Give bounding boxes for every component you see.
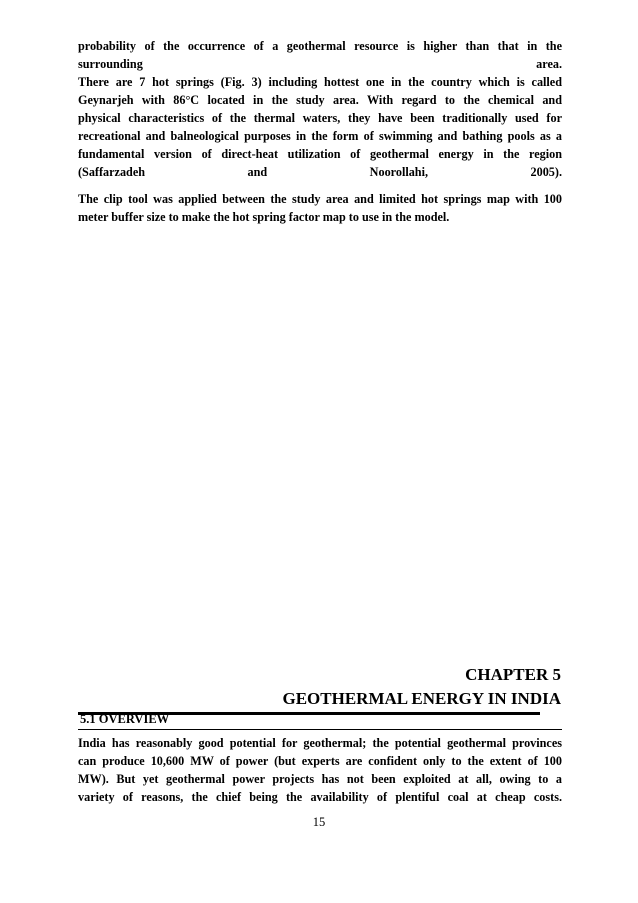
text-line: can produce 10,600 MW of power (but experts are confident only to the extent of 100	[78, 754, 562, 768]
section-underline	[78, 729, 562, 730]
text-line: India has reasonably good potential for geothermal; the potential geothermal provinces	[78, 736, 562, 750]
chapter-number: CHAPTER 5	[465, 665, 561, 684]
text-line: (Saffarzadeh and Noorollahi, 2005).	[78, 165, 562, 179]
text-line: physical characteristics of the thermal waters, they have been traditionally used for	[78, 111, 562, 125]
chapter-title: GEOTHERMAL ENERGY IN INDIA	[282, 689, 561, 708]
text-line: recreational and balneological purposes in the form of swimming and bathing pools as a	[78, 129, 562, 143]
text-line: Geynarjeh with 86°C located in the study area. With regard to the chemical and	[78, 93, 562, 107]
text-line: surrounding area.	[78, 57, 562, 71]
text-line: meter buffer size to make the hot spring factor map to use in the model.	[78, 210, 450, 224]
paragraph-resource-probability	[78, 37, 562, 73]
text-line: fundamental version of direct-heat utilization of geothermal energy in the region	[78, 147, 562, 161]
paragraph-overview	[78, 734, 562, 806]
text-line: The clip tool was applied between the study area and limited hot springs map with 100	[78, 192, 562, 206]
page-number: 15	[312, 815, 326, 829]
section-heading: 5.1 OVERVIEW	[80, 712, 170, 726]
text-line: MW). But yet geothermal power projects has not been exploited at all, owing to a	[78, 772, 562, 786]
text-line: variety of reasons, the chief being the availability of plentiful coal at cheap costs.	[78, 790, 562, 804]
paragraph-clip-tool	[78, 190, 562, 226]
text-line: probability of the occurrence of a geothermal resource is higher than that in the	[78, 39, 562, 53]
paragraph-hot-springs	[78, 73, 562, 181]
text-line: There are 7 hot springs (Fig. 3) including hottest one in the country which is called	[78, 75, 562, 89]
